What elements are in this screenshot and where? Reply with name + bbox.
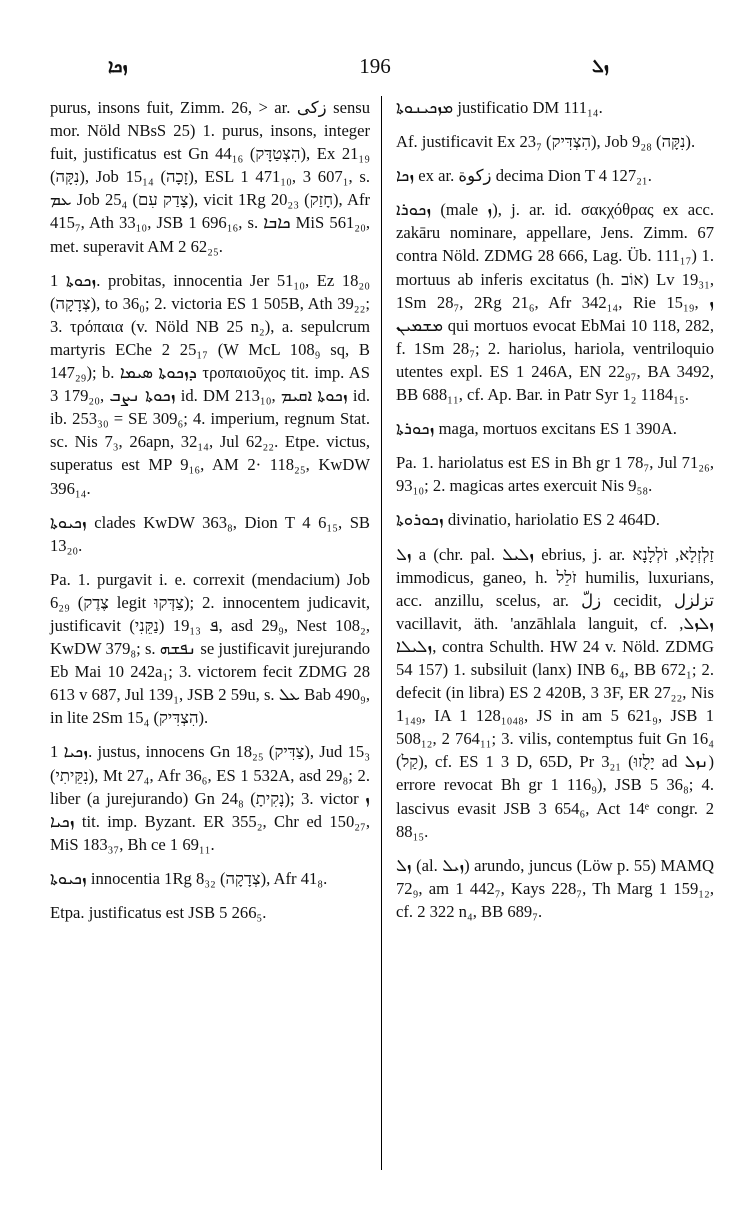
right-column-entry: Af. justificavit Ex 23₇ (הִצְדִּיק), Job 9₂₈ (נִקָּה). [396,132,696,152]
left-column-entry: ܙܟܝܐ 1. justus, innocens Gn 18₂₅ (צַדִּיק), Jud 15₃ (נִקֵּיתִי), Mt 27₄, Afr 36₆, ES 1 532A, asd 29₈; 2. liber (a jurejurando) Gn 24₈ (נָקִיתָ); 3. victor ܙ ܙܟܝܐ tit. imp. Byzant. ER 355₂, Chr ed 150₂₇, MiS 183₃₇, Bh ce 1 69₁₁. [50,742,370,854]
left-column-entry: purus, insons fuit, Zimm. 26, > ar. زكى sensu mor. Nöld NBsS 25) 1. purus, insons, integer fuit, justificatus est Gn 44₁₆ (הִצְטַדָּק), Ex 21₁₉ (נִקָּה), Job 15₁₄ (זָכָה), ESL 1 471₁₀, 3 607₁, s. ܥܡ Job 25₄ (צָדַק עִם), vicit 1Rg 20₂₃ (חָזַק), Afr 415₇, Ath 33₁₀, JSB 1 696₁₆, s. ܟܐܒܐ MiS 561₂₀, met. superavit AM 2 62₂₅. [50,98,371,256]
right-column-entry: ܙܟܘܪܬܐ maga, mortuos excitans ES 1 390A. [396,419,677,439]
left-column [50,96,370,935]
right-column-entry: Pa. 1. hariolatus est ES in Bh gr 1 78₇, Jul 71₂₆, 93₁₀; 2. magicas artes exercuit Nis 9₅₈. [396,453,714,496]
left-column-entry: ܙܟܝܘܬܐ innocentia 1Rg 8₃₂ (צְדָקָה), Afr 41₈. [50,868,328,888]
column-divider [381,96,382,1170]
right-column-entry: ܙܠ a (chr. pal. ܙܠܝܠ ebrius, j. ar. זַלְזְלָא, זֹלְלָנָא immodicus, ganeo, h. זֹלֵל humilis, luxurians, acc. anzillu, scelus, ar. زلّ cecidit, تزلزل vacillavit, äth. 'anzāhlala languit, cf. ܙܠܙܠ, ܙܠܝܠܐ, contra Schulth. HW 24 v. Nöld. ZDMG 54 157) 1. subsiluit (lanx) INB 6₄, BB 672₁; 2. defecit (in libra) ES 2 420B, 3 3F, ER 27₂₂, Nis 1₁₄₉, IA 1 128₁₀₄₈, JS in am 5 621₉, JSB 1 508₁₂, 2 764₁₁; 3. vilis, contemptus fuit Gn 16₄ (קַל), cf. ES 1 3 D, 65D, Pr 3₂₁ (יָלֻזוּ ad ܢܙܠ) errore revocat Bh gr 1 116₉), JSB 5 36₈; 4. lascivus evasit JSB 3 654₆, Act 14ᵉ congr. 2 88₁₅. [396,544,715,841]
left-column-entry: ܙܟܝܘܬܐ clades KwDW 363₈, Dion T 4 6₁₅, SB 13₂₀. [50,512,370,555]
page-number: 196 [359,54,391,78]
left-running-head: ܙܟܐ [108,56,128,76]
right-column-entry: ܡܙܟܝܢܘܬܐ justificatio DM 111₁₄. [396,98,603,117]
page-header [0,52,750,82]
right-column [396,96,714,934]
left-column-entry: ܙܟܘܬܐ 1. probitas, innocentia Jer 51₁₀, Ez 18₂₀ (צְדָקָה), to 36₀; 2. victoria ES 1 505B, Ath 39₂₂; 3. τρόπαια (v. Nöld NB 25 n₂), a. sepulcrum martyris EChe 2 25₁₇ (W McL 108₉ sq, B 147₂₉); b. ܕܙܟܘܬܐ ܣܝܡܐ τροπαιοῦχος tit. imp. AS 3 179₂₀, ܙܟܘܬܐ ܢܨܒ id. DM 213₁₀, ܙܟܘܬܐ ܐܩܝܡ id. ib. 253₃₀ = SE 309₆; 4. imperium, regnum Stat. sc. Nis 7₃, 26apn, 32₁₄, Jul 62₂₂. Etpe. victus, superatus est MP 9₁₆, AM 2· 118₂₅, KwDW 396₁₄. [50,270,371,498]
left-column-entry: Etpa. justificatus est JSB 5 266₅. [50,903,267,922]
right-column-entry: ܙܠ (al. ܙܝܠ) arundo, juncus (Löw p. 55) MAMQ 72₉, am 1 442₇, Kays 228₇, Th Marg 1 159₁₂, cf. 2 322 n₄, BB 689₇. [396,855,714,921]
right-column-entry: ܙܟܐ ex ar. زكوة decima Dion T 4 127₂₁. [396,166,652,186]
right-column-entry: ܙܟܘܪܐ (male ܙ), j. ar. id. σακχόθρας ex acc. zakāru nominare, appellare, Jens. Zimm. 67 contra Nöld. ZDMG 28 666, Lag. Üb. 111₁₇) 1. mortuus ab inferis excitatus (h. אוֹב) Lv 19₃₁, 1Sm 28₇, 2Rg 21₆, Afr 342₁₄, Rie 15₁₉, ܙ ܡܫܡܝܢ qui mortuos evocat EbMai 10 118, 282, f. 1Sm 28₇; 2. hariolus, hariola, ventriloquio utentes expl. ES 1 246A, EN 22₉₇, BA 3492, BB 688₁₁, cf. Ap. Bar. in Patr Syr 1₂ 1184₁₅. [396,200,714,405]
right-column-entry: ܙܟܘܪܘܬܐ divinatio, hariolatio ES 2 464D. [396,510,660,530]
right-running-head: ܙܠ [592,56,609,76]
left-column-entry: Pa. 1. purgavit i. e. correxit (mendacium) Job 6₂₉ (צֶדֶק legit צַדְּקוּ); 2. innocentem judicavit, justificavit ܦ 19₁₃ (נַקֵּנִי), asd 29₉, Nest 108₂, KwDW 379₈; s. ܢܦܫܗ se justificavit jurejurando Eb Mai 10 242a₁; 3. victorem fecit ZDMG 28 613 v 687, Jul 139₁, JSB 2 59u, s. ܥܠ Bab 490₉, in lite 2Sm 15₄ (הִצְדִּיק). [50,569,370,728]
